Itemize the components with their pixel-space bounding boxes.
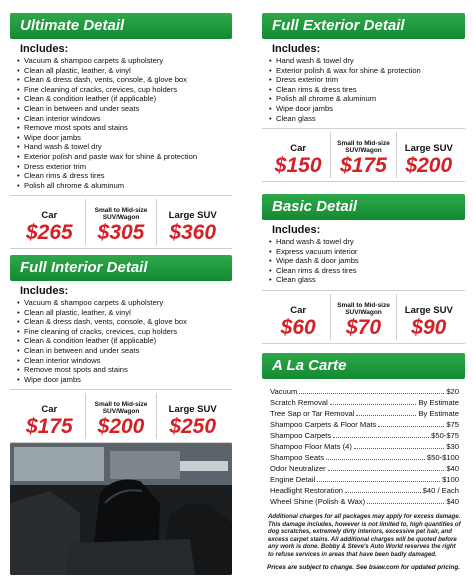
list-item: • Clean in between and under seats [24,104,232,114]
price-label: Large SUV [168,210,217,222]
price-cell [396,132,461,178]
list-item: • Wipe door jambs [24,375,232,385]
alacarte-item-name: Vacuum [270,387,298,396]
exterior-price-table [262,128,465,182]
list-item: • Hand wash & towel dry [276,56,465,66]
list-item: • Clean & condition leather (if applicable) [24,94,232,104]
ultimate-items-list [10,56,232,190]
list-item: • Dress exterior trim [24,162,232,172]
list-item: • Hand wash & towel dry [276,237,465,247]
price-cell [14,199,85,245]
list-item: • Vacuum & shampoo carpets & upholstery [24,56,232,66]
alacarte-item-name: Odor Neutralizer [270,464,326,473]
alacarte-note: Additional charges for all packages may apply for excess damage. This damage includes, however is not limited to, high quantities of dog scratches, extremely dirty interiors, excessive pet hair, and excess carpet stains. All additional charges will be quoted before any work is done. Bobby & Steve's Auto World reserves the right to refuse services in areas that have been badly damaged. [268,513,461,558]
alacarte-item-name: Tree Sap or Tar Removal [270,409,355,418]
left-column [10,0,232,439]
alacarte-row [270,441,459,452]
price-cell [330,294,395,340]
list-item: • Vacuum & shampoo carpets & upholstery [24,298,232,308]
list-item: • Fine cleaning of cracks, crevices, cup holders [24,327,232,337]
price-value: $70 [345,315,382,339]
ultimate-detail-header: Ultimate Detail [10,13,232,39]
alacarte-row [270,496,459,507]
basic-price-table [262,290,465,344]
alacarte-item-price: $100 [442,475,459,484]
list-item: • Polish all chrome & aluminum [24,181,232,191]
alacarte-row [270,485,459,496]
list-item: • Exterior polish & wax for shine & protection [276,66,465,76]
ultimate-includes-label: Includes: [20,43,69,55]
alacarte-item-name: Shampoo Carpets & Floor Mats [270,420,377,429]
list-item: • Clean all plastic, leather, & vinyl [24,66,232,76]
alacarte-item-name: Headlight Restoration [270,486,344,495]
alacarte-item-price: $50-$100 [426,453,459,462]
alacarte-item-price: $20 [446,387,459,396]
list-item: • Wipe door jambs [24,133,232,143]
list-item: • Clean rims & dress tires [24,171,232,181]
car-interior-photo [10,443,232,575]
car-seat-illustration [10,443,232,575]
price-cell [14,393,85,439]
alacarte-item-name: Engine Detail [270,475,316,484]
alacarte-row [270,430,459,441]
alacarte-item-price: By Estimate [418,398,459,407]
leader-dots [328,463,445,471]
alacarte-item-price: $75 [446,420,459,429]
list-item: • Fine cleaning of cracks, crevices, cup holders [24,85,232,95]
right-column [262,0,465,571]
leader-dots [299,386,444,394]
list-item: • Polish all chrome & aluminum [276,94,465,104]
price-cell [330,132,395,178]
basic-detail-section [262,194,465,344]
price-label: Large SUV [404,304,453,316]
alacarte-item-name: Shampoo Carpets [270,431,332,440]
price-value: $305 [97,221,145,245]
list-item: • Exterior polish and paste wax for shine & protection [24,152,232,162]
list-item: • Clean glass [276,275,465,285]
price-cell [266,294,330,340]
price-label: Car [290,143,307,155]
alacarte-item-price: $40 / Each [422,486,459,495]
alacarte-item-name: Shampoo Seats [270,453,325,462]
interior-items-list [10,298,232,384]
alacarte-item-name: Wheel Shine (Polish & Wax) [270,497,366,506]
list-item: • Dress exterior trim [276,75,465,85]
alacarte-row [270,408,459,419]
price-value: $60 [280,315,316,339]
interior-includes-label: Includes: [20,285,69,297]
alacarte-row [270,397,459,408]
price-label: Car [290,304,307,316]
price-label: Small to Mid-size SUV/Wagon [337,301,390,316]
alacarte-item-price: By Estimate [418,409,459,418]
alacarte-item-name: Scratch Removal [270,398,328,407]
list-item: • Clean rims & dress tires [276,266,465,276]
alacarte-row [270,452,459,463]
list-item: • Remove most spots and stains [24,365,232,375]
list-item: • Clean & dress dash, vents, console, & glove box [24,317,232,327]
list-item: • Clean rims & dress tires [276,85,465,95]
leader-dots [345,485,421,493]
leader-dots [333,430,429,438]
basic-includes-label: Includes: [272,224,321,236]
price-label: Small to Mid-size SUV/Wagon [94,401,148,416]
price-label: Small to Mid-size SUV/Wagon [337,140,390,155]
alacarte-row [270,463,459,474]
price-label: Small to Mid-size SUV/Wagon [94,207,148,222]
alacarte-header: A La Carte [262,353,465,379]
list-item: • Wipe door jambs [276,104,465,114]
price-value: $360 [169,221,217,245]
leader-dots [326,452,425,460]
leader-dots [378,419,444,427]
alacarte-item-price: $50-$75 [431,431,459,440]
alacarte-list [262,386,465,507]
price-cell [266,132,330,178]
leader-dots [330,397,417,405]
leader-dots [367,496,444,504]
interior-price-table [10,389,232,443]
price-cell [85,199,157,245]
alacarte-row [270,386,459,397]
alacarte-item-name: Shampoo Floor Mats (4) [270,442,352,451]
price-label: Car [41,404,58,416]
exterior-detail-header: Full Exterior Detail [262,13,465,39]
price-label: Large SUV [404,143,453,155]
alacarte-item-price: $40 [446,497,459,506]
price-value: $175 [25,415,73,439]
price-cell [156,199,228,245]
price-label: Car [41,210,58,222]
leader-dots [354,441,444,449]
price-value: $265 [25,221,73,245]
alacarte-section [262,353,465,571]
interior-detail-header: Full Interior Detail [10,255,232,281]
price-value: $250 [169,415,217,439]
price-value: $200 [405,154,453,178]
price-cell [85,393,157,439]
alacarte-row [270,419,459,430]
exterior-items-list [262,56,465,123]
price-label: Large SUV [168,404,217,416]
list-item: • Wipe dash & door jambs [276,256,465,266]
pricing-footer: Prices are subject to change. See bsaw.com for updated pricing. [267,564,460,571]
leader-dots [317,474,440,482]
leader-dots [356,408,416,416]
list-item: • Clean interior windows [24,356,232,366]
list-item: • Clean & dress dash, vents, console, & glove box [24,75,232,85]
price-value: $175 [340,154,387,178]
list-item: • Hand wash & towel dry [24,142,232,152]
price-value: $150 [274,154,322,178]
price-value: $200 [97,415,145,439]
basic-detail-header: Basic Detail [262,194,465,220]
price-cell [396,294,461,340]
ultimate-price-table [10,195,232,249]
exterior-detail-section [262,13,465,182]
alacarte-row [270,474,459,485]
list-item: • Express vacuum interior [276,247,465,257]
price-value: $90 [411,315,447,339]
interior-detail-section [10,255,232,443]
ultimate-detail-section [10,13,232,249]
list-item: • Clean glass [276,114,465,124]
alacarte-item-price: $30 [446,442,459,451]
exterior-includes-label: Includes: [272,43,321,55]
list-item: • Clean in between and under seats [24,346,232,356]
alacarte-item-price: $40 [446,464,459,473]
list-item: • Clean all plastic, leather, & vinyl [24,308,232,318]
basic-items-list [262,237,465,285]
list-item: • Clean interior windows [24,114,232,124]
price-cell [156,393,228,439]
list-item: • Clean & condition leather (if applicable) [24,336,232,346]
list-item: • Remove most spots and stains [24,123,232,133]
